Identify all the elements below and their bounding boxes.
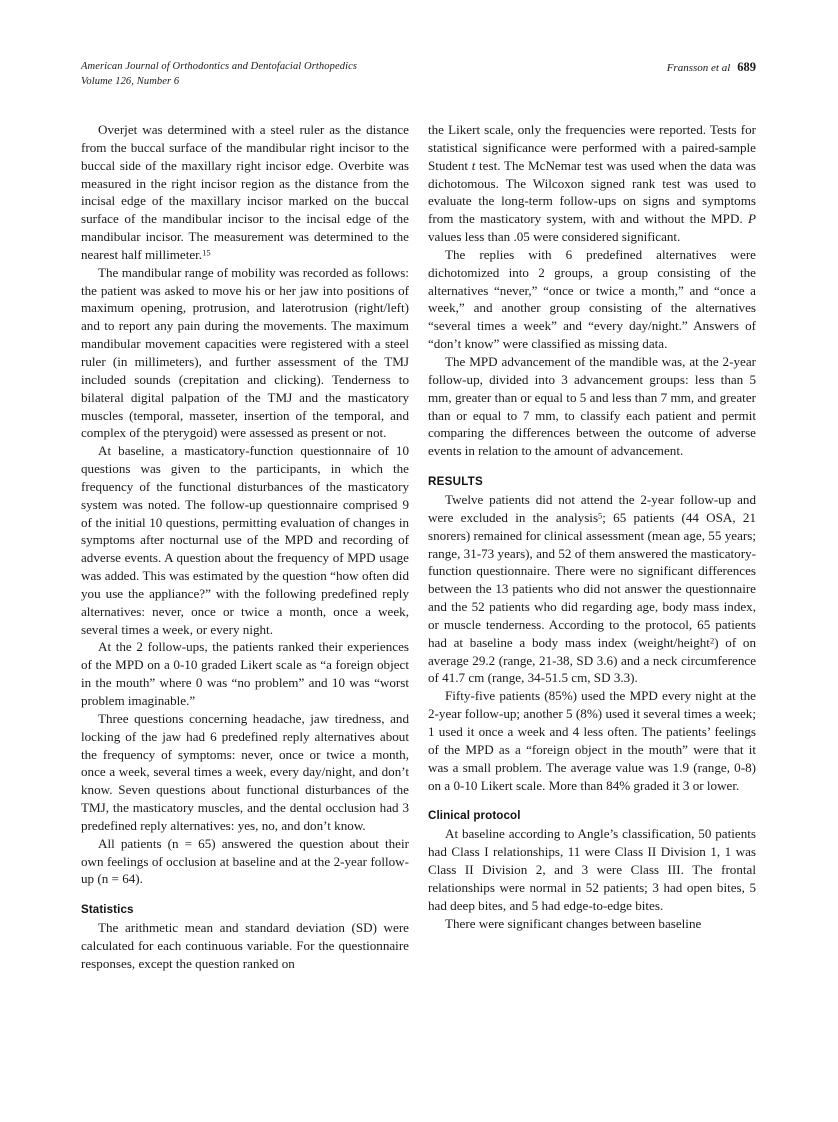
paragraph-text: the Likert scale, only the frequencies were reported. Tests for statistical significance were performed with a paired-sample Student bbox=[428, 122, 756, 173]
paragraph-overjet bbox=[81, 121, 409, 264]
paragraph-angle-classification: At baseline according to Angle’s classification, 50 patients had Class I relationships, 11 were Class II Division 1, 1 was Class II Division 2, and 3 were Class III. The frontal relationships were normal in 52 patients; 3 had open bites, 5 had deep bites, and 5 had edge-to-edge bites. bbox=[428, 826, 756, 913]
paragraph-arithmetic-mean: The arithmetic mean and standard deviation (SD) were calculated for each continuous variable. For the questionnaire responses, except the question ranked on bbox=[81, 920, 409, 971]
running-head-left bbox=[81, 60, 357, 89]
paragraph-text: test. The McNemar test was used when the data was dichotomous. The Wilcoxon signed rank test was used to evaluate the long-term follow-ups on signs and symptoms from the masticatory system, with and without the MPD. bbox=[428, 157, 756, 227]
paragraph-text: ) of on average 29.2 (range, 21-38, SD 3.6) and a neck circumference of 41.7 cm (range, 34-51.5 cm, SD 3.3). bbox=[428, 634, 756, 686]
paragraph-results-patients bbox=[428, 491, 756, 687]
article-body bbox=[81, 121, 756, 1036]
paragraph-mandibular-mobility: The mandibular range of mobility was recorded as follows: the patient was asked to move his or her jaw into positions of maximum opening, protrusion, and laterotrusion (right/left) and to report any pain during the movements. The maximum mandibular movement capacities were registered with a steel ruler (in millimeters), and further assessment of the TMJ included sounds (crepitation and clicking). Tenderness to bilateral digital palpation of the TMJ and the masticatory muscles (temporal, masseter, insertion of the temporal, and complex of the pterygoid) were assessed as present or not. bbox=[81, 264, 409, 441]
reference-marker-5: 5 bbox=[598, 510, 603, 521]
journal-volume-issue: Volume 126, Number 6 bbox=[81, 75, 180, 87]
paragraph-advancement-groups: The MPD advancement of the mandible was, at the 2-year follow-up, divided into 3 advancement groups: less than 5 mm, greater than or equal to 5 and less than 7 mm, and greater than or equal to 7 mm, to classify each patient and permit comparing the differences between the outcome of adverse events in relation to the amount of advancement. bbox=[428, 353, 756, 459]
author-line: Fransson et al bbox=[666, 62, 731, 74]
paragraph-text: ; 65 patients (44 OSA, 21 snorers) remained for clinical assessment (mean age, 55 years; range, 31-73 years), and 52 of them answered the masticatory-function questionnaire. There were no significant differences between the 13 patients who did not answer the questionnaire and the 52 patients who did regarding age, body mass index, or muscle tenderness. According to the protocol, 65 patients had at baseline a body mass index (weight/height bbox=[428, 509, 756, 650]
reference-marker-15: 15 bbox=[202, 247, 211, 258]
heading-statistics: Statistics bbox=[81, 903, 134, 917]
paragraph-text: Twelve patients did not attend the 2-year follow-up and were excluded in the analysis bbox=[428, 492, 756, 525]
heading-results: RESULTS bbox=[428, 475, 483, 489]
italic-t-statistic: t bbox=[471, 157, 476, 173]
paragraph-likert-ranking: At the 2 follow-ups, the patients ranked their experiences of the MPD on a 0-10 graded Likert scale as “a foreign object in the mouth” where 0 was “no problem” and 10 was “worst problem imaginable.” bbox=[81, 639, 409, 708]
journal-title: American Journal of Orthodontics and Dentofacial Orthopedics bbox=[81, 61, 358, 72]
italic-p-value: P bbox=[748, 211, 756, 227]
superscript-squared: 2 bbox=[709, 635, 715, 646]
paragraph-statistical-tests bbox=[428, 121, 756, 246]
right-column bbox=[428, 121, 756, 1036]
page-number: 689 bbox=[737, 60, 756, 74]
running-head bbox=[81, 60, 756, 89]
paragraph-all-patients: All patients (n = 65) answered the question about their own feelings of occlusion at baseline and at the 2-year follow-up (n = 64). bbox=[81, 835, 409, 887]
heading-clinical-protocol: Clinical protocol bbox=[428, 809, 521, 823]
running-head-right bbox=[667, 60, 756, 76]
paragraph-questionnaire: At baseline, a masticatory-function questionnaire of 10 questions was given to the participants, in which the frequency of the functional disturbances of the masticatory system was noted. The follow-up questionnaire comprised 9 of the initial 10 questions, permitting evaluation of changes in symptoms after nocturnal use of the MPD and recording of adverse events. A question about the frequency of MPD usage was added. This was estimated by the question “how often did you use the appliance?” with the following predefined reply alternatives: never, once or twice a month, once a week, several times a week, or every night. bbox=[81, 443, 409, 637]
paragraph-text: Overjet was determined with a steel ruler as the distance from the buccal surface of the mandibular right incisor to the buccal side of the maxillary right incisor edge. Overbite was measured in the right incisor region as the distance from the incisal edge of the maxillary incisor marked on the buccal surface of the mandibular incisor to the incisal edge of the mandibular incisor. The measurement was determined to the nearest half millimeter. bbox=[81, 122, 409, 262]
paragraph-significant-changes: There were significant changes between baseline bbox=[445, 915, 702, 931]
paragraph-text: values less than .05 were considered significant. bbox=[428, 229, 681, 245]
left-column bbox=[81, 121, 409, 1036]
paragraph-dichotomized-replies: The replies with 6 predefined alternatives were dichotomized into 2 groups, a group consisting of the alternatives “never,” “once or twice a month,” and “once a week,” and another group consisting of the alternatives “several times a week” and “every day/night.” Answers of “don’t know” were classified as missing data. bbox=[428, 246, 756, 352]
paragraph-mpd-usage: Fifty-five patients (85%) used the MPD every night at the 2-year follow-up; another 5 (8%) used it several times a week; 1 used it once a week and 4 less often. The patients’ feelings of the MPD as a “foreign object in the mouth” were that it was a small problem. The average value was 1.9 (range, 0-8) on a 0-10 Likert scale. More than 84% graded it 3 or lower. bbox=[428, 688, 756, 793]
paragraph-three-questions: Three questions concerning headache, jaw tiredness, and locking of the jaw had 6 predefined reply alternatives about the frequency of symptoms: never, once or twice a month, once a week, several times a week, every day/night, and don’t know. Seven questions about functional disturbances of the TMJ, the masticatory muscles, and the dental occlusion had 3 predefined reply alternatives: yes, no, and don’t know. bbox=[81, 710, 409, 833]
